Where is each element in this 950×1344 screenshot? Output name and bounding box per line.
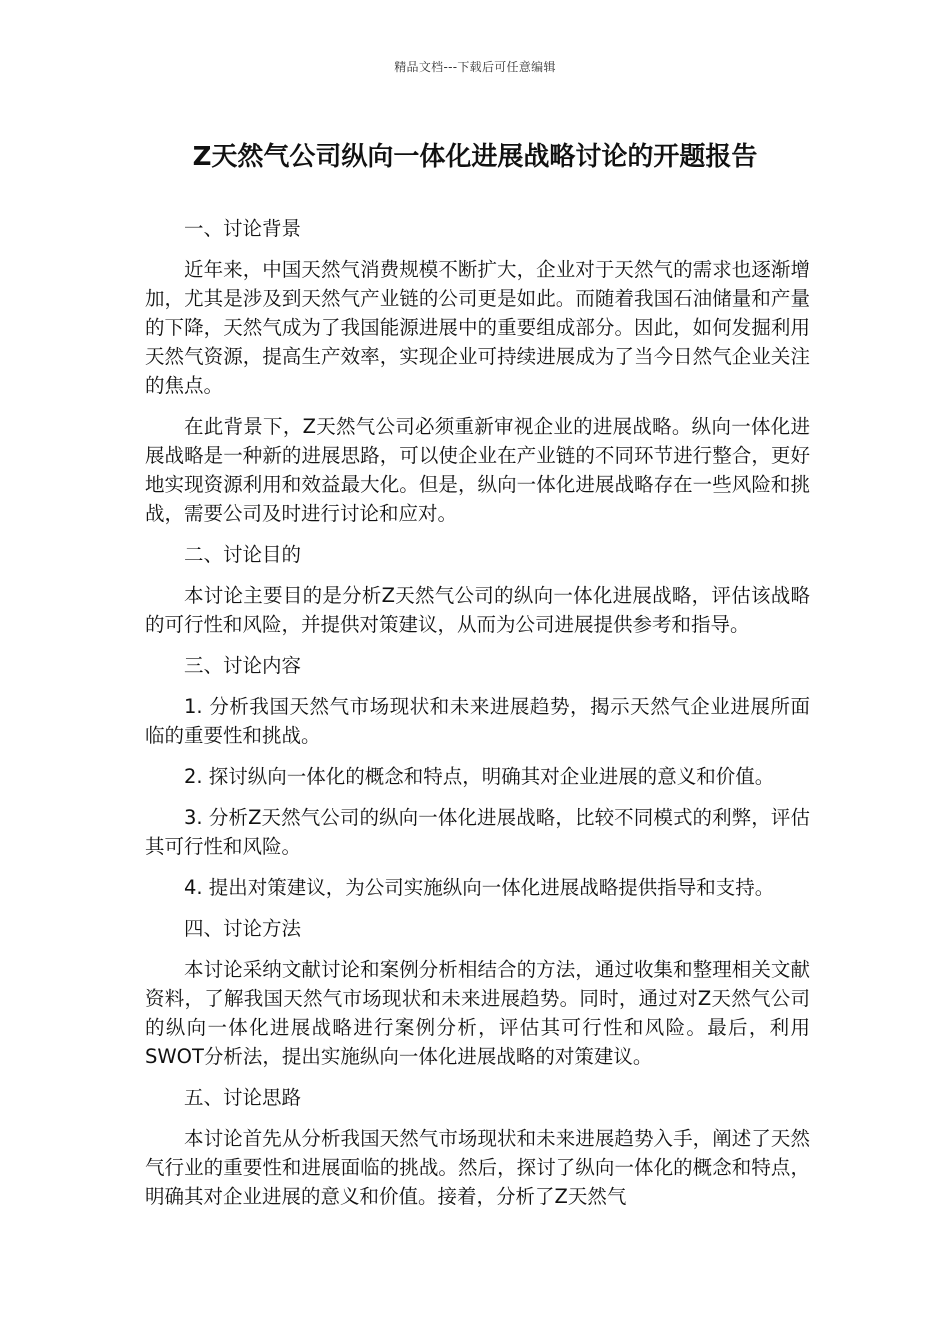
paragraph: 本讨论采纳文献讨论和案例分析相结合的方法，通过收集和整理相关文献资料，了解我国天然气市场现状和未来进展趋势。同时，通过对Z天然气公司的纵向一体化进展战略进行案例分析，评估其可行性和风险。最后，利用SWOT分析法，提出实施纵向一体化进展战略的对策建议。 [145,958,810,1068]
section-heading: 五、讨论思路 [184,1086,302,1109]
paragraph: 近年来，中国天然气消费规模不断扩大，企业对于天然气的需求也逐渐增加，尤其是涉及到天然气产业链的公司更是如此。而随着我国石油储量和产量的下降，天然气成为了我国能源进展中的重要组成部分。因此，如何发掘利用天然气资源，提高生产效率，实现企业可持续进展成为了当今日然气企业关注的焦点。 [145,258,810,397]
document-body [145,214,810,1223]
list-item: 4. 提出对策建议，为公司实施纵向一体化进展战略提供指导和支持。 [184,876,775,899]
section-heading: 二、讨论目的 [184,543,302,566]
document-title: Z天然气公司纵向一体化进展战略讨论的开题报告 [192,142,758,172]
section-heading: 一、讨论背景 [184,217,302,240]
paragraph: 在此背景下，Z天然气公司必须重新审视企业的进展战略。纵向一体化进展战略是一种新的进展思路，可以使企业在产业链的不同环节进行整合，更好地实现资源利用和效益最大化。但是，纵向一体化进展战略存在一些风险和挑战，需要公司及时进行讨论和应对。 [145,415,810,525]
section-purpose [145,540,810,639]
section-background [145,214,810,528]
header-note: 精品文档---下载后可任意编辑 [394,60,556,74]
paragraph: 本讨论主要目的是分析Z天然气公司的纵向一体化进展战略，评估该战略的可行性和风险，并提供对策建议，从而为公司进展提供参考和指导。 [145,584,810,636]
section-method [145,914,810,1071]
paragraph: 本讨论首先从分析我国天然气市场现状和未来进展趋势入手，阐述了天然气行业的重要性和进展面临的挑战。然后，探讨了纵向一体化的概念和特点，明确其对企业进展的意义和价值。接着，分析了Z天然气 [145,1127,810,1208]
list-item: 2. 探讨纵向一体化的概念和特点，明确其对企业进展的意义和价值。 [184,765,775,788]
section-approach [145,1083,810,1211]
list-item: 3. 分析Z天然气公司的纵向一体化进展战略，比较不同模式的利弊，评估其可行性和风险。 [145,806,810,858]
section-heading: 四、讨论方法 [184,917,302,940]
section-content [145,651,810,902]
section-heading: 三、讨论内容 [184,654,302,677]
list-item: 1. 分析我国天然气市场现状和未来进展趋势，揭示天然气企业进展所面临的重要性和挑战。 [145,695,810,747]
